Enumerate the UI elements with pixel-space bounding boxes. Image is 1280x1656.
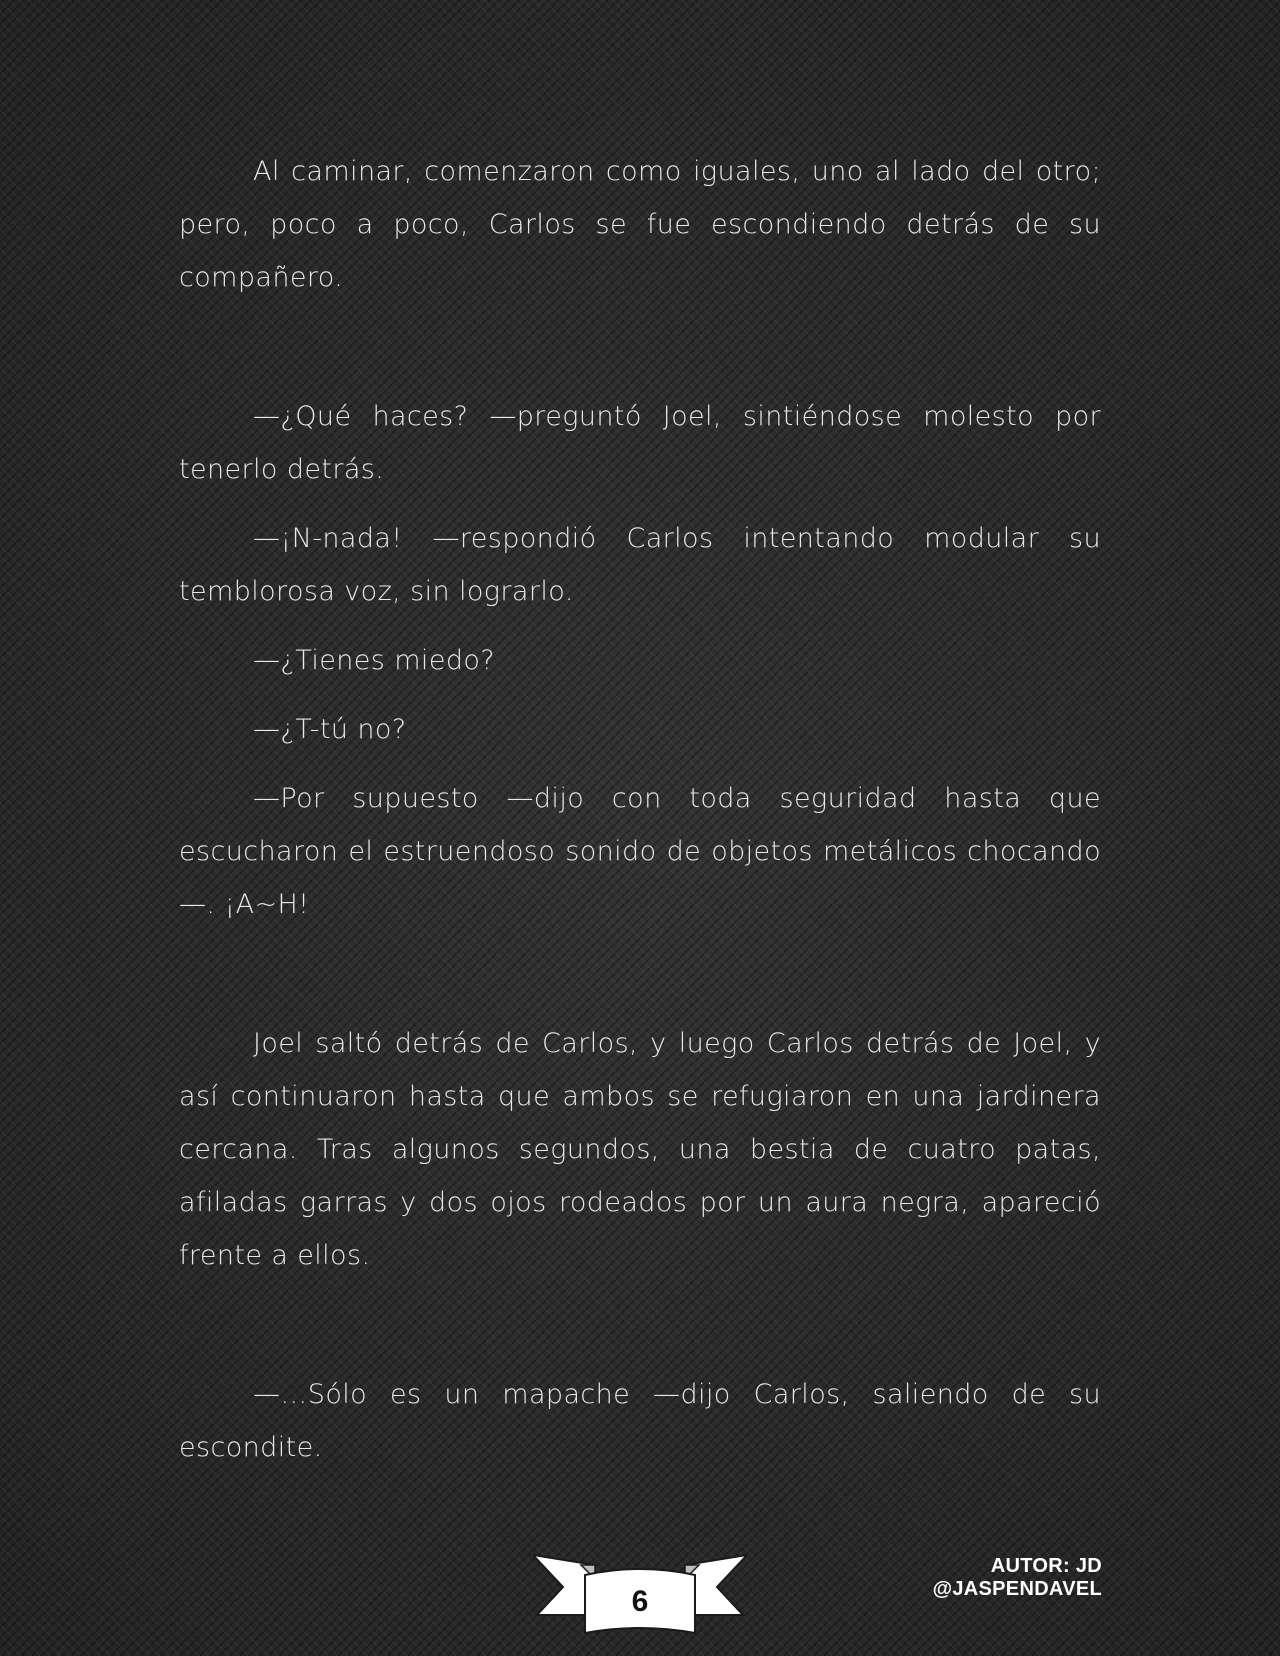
paragraph-gap: [179, 304, 1101, 390]
page-body: [179, 145, 1101, 1474]
paragraph-5: —¿T-tú no?: [253, 714, 407, 745]
paragraph-gap: [179, 931, 1101, 1017]
paragraph-6: —Por supuesto —dijo con toda seguridad hasta que escucharon el estruendoso sonido de objetos metálicos chocando—. ¡A~H!: [179, 783, 1101, 920]
paragraph-1: Al caminar, comenzaron como iguales, uno al lado del otro; pero, poco a poco, Carlos se fue escondiendo detrás de su compañero.: [179, 156, 1101, 293]
paragraph-gap: [179, 756, 1101, 772]
paragraph-gap: [179, 1282, 1101, 1368]
paragraph-4: —¿Tienes miedo?: [253, 645, 496, 676]
paragraph-7: Joel saltó detrás de Carlos, y luego Carlos detrás de Joel, y así continuaron hasta que ambos se refugiaron en una jardinera cercana. Tras algunos segundos, una bestia de cuatro patas, afiladas garras y dos ojos rodeados por un aura negra, apareció frente a ellos.: [179, 1028, 1101, 1271]
page-number: 6: [631, 1585, 649, 1618]
author-credit: AUTOR: JD @JASPENDAVEL: [932, 1555, 1102, 1600]
paragraph-gap: [179, 496, 1101, 512]
paragraph-gap: [179, 618, 1101, 634]
paragraph-3: —¡N-nada! —respondió Carlos intentando modular su temblorosa voz, sin lograrlo.: [179, 523, 1101, 607]
paragraph-8: —…Sólo es un mapache —dijo Carlos, saliendo de su escondite.: [179, 1379, 1101, 1463]
paragraph-gap: [179, 687, 1101, 703]
paragraph-2: —¿Qué haces? —preguntó Joel, sintiéndose molesto por tenerlo detrás.: [179, 401, 1101, 485]
page-footer: [0, 1545, 1280, 1645]
